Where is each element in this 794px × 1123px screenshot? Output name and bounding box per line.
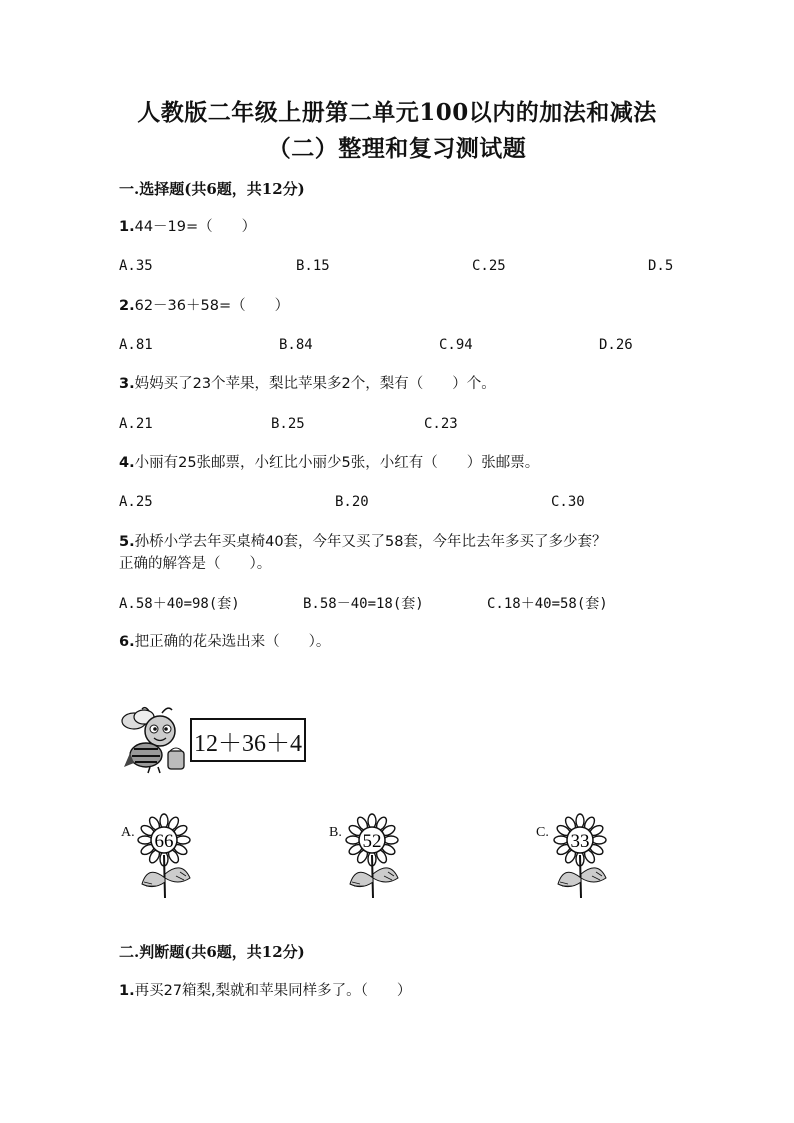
question-4 <box>119 452 539 474</box>
bee-illustration <box>120 705 192 775</box>
expression-box: 12＋36＋4 <box>190 718 306 762</box>
question-number: 1. <box>119 983 135 999</box>
question-3 <box>119 373 496 395</box>
title-line-2: （二）整理和复习测试题 <box>267 135 527 162</box>
question-1 <box>119 216 256 238</box>
question-text: 孙桥小学去年买桌椅40套，今年又买了58套，今年比去年多买了多少套？ <box>134 534 607 550</box>
flower-petal <box>138 836 152 844</box>
flower-number: 52 <box>362 831 382 852</box>
question-number: 4. <box>119 455 135 471</box>
question-number: 6. <box>119 634 135 650</box>
flower-number: 66 <box>154 831 174 852</box>
flower-petal <box>384 836 398 844</box>
flower-petal <box>176 836 190 844</box>
option-b[interactable]: B.15 <box>296 258 330 274</box>
option-d[interactable]: D.26 <box>599 337 633 353</box>
option-d[interactable]: D.5 <box>648 258 674 274</box>
question-text-line-2: 正确的解答是（ ）。 <box>119 556 272 572</box>
flower-petal <box>554 836 568 844</box>
option-a[interactable]: A.21 <box>119 416 153 432</box>
option-b[interactable]: B.25 <box>271 416 305 432</box>
option-b[interactable]: B.58－40=18(套) <box>303 596 424 612</box>
judgement-question-1 <box>119 980 411 1002</box>
question-text: 再买27箱梨,梨就和苹果同样多了。（ ） <box>134 983 412 999</box>
option-a[interactable]: A.35 <box>119 258 153 274</box>
option-a[interactable]: A.58＋40=98(套) <box>119 596 240 612</box>
option-c[interactable]: C.18＋40=58(套) <box>487 596 608 612</box>
flower-b-label[interactable]: B. <box>329 825 342 840</box>
question-2 <box>119 295 289 317</box>
flower-petal <box>576 814 584 828</box>
option-c[interactable]: C.23 <box>424 416 458 432</box>
question-text: 62－36＋58=（ ） <box>134 298 290 314</box>
section-1-heading: 一.选择题(共6题，共12分) <box>119 180 305 198</box>
flower-a[interactable] <box>136 812 194 900</box>
option-a[interactable]: A.81 <box>119 337 153 353</box>
title-line-1: 人教版二年级上册第二单元100以内的加法和减法 <box>137 99 657 126</box>
flower-petal <box>592 836 606 844</box>
section-2-heading: 二.判断题(共6题，共12分) <box>119 943 305 961</box>
question-6 <box>119 631 330 653</box>
option-c[interactable]: C.94 <box>439 337 473 353</box>
flower-petal <box>368 814 376 828</box>
question-text: 把正确的花朵选出来（ ）。 <box>134 634 331 650</box>
flower-b[interactable] <box>344 812 402 900</box>
option-b[interactable]: B.20 <box>335 494 369 510</box>
flower-number: 33 <box>570 831 590 852</box>
question-text: 妈妈买了23个苹果，梨比苹果多2个，梨有（ ）个。 <box>134 376 496 392</box>
question-number: 3. <box>119 376 135 392</box>
question-5 <box>119 531 607 575</box>
flower-a-label[interactable]: A. <box>121 825 135 840</box>
option-c[interactable]: C.30 <box>551 494 585 510</box>
question-text: 小丽有25张邮票，小红比小丽少5张，小红有（ ）张邮票。 <box>134 455 540 471</box>
flower-petal <box>160 814 168 828</box>
option-a[interactable]: A.25 <box>119 494 153 510</box>
flower-c-label[interactable]: C. <box>536 825 549 840</box>
question-number: 5. <box>119 534 135 550</box>
question-number: 1. <box>119 219 135 235</box>
option-c[interactable]: C.25 <box>472 258 506 274</box>
option-b[interactable]: B.84 <box>279 337 313 353</box>
flower-c[interactable] <box>552 812 610 900</box>
flower-petal <box>346 836 360 844</box>
question-text: 44－19=（ ） <box>134 219 257 235</box>
question-number: 2. <box>119 298 135 314</box>
